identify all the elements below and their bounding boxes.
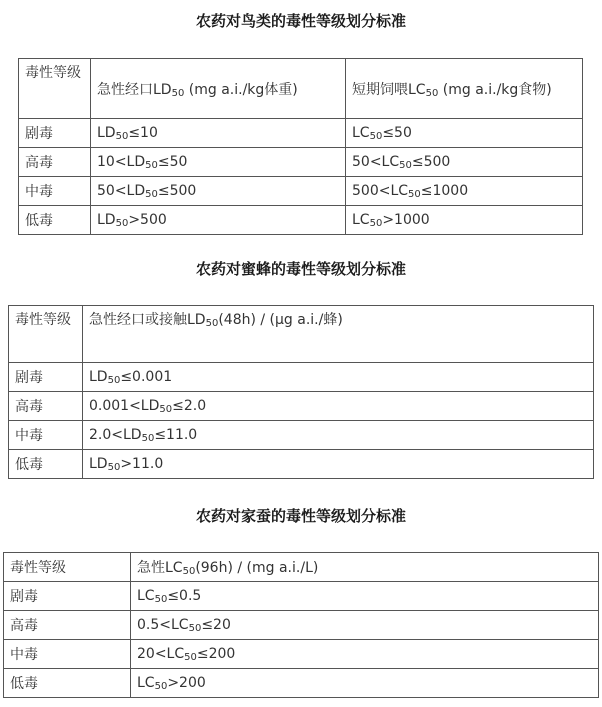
ld50-cell: $LD_{50}\le 0.001$ [83, 363, 594, 392]
silkworm-table-title: 农药对家蚕的毒性等级划分标准 [195, 507, 406, 525]
grade-cell: 中毒 [19, 177, 91, 206]
grade-cell: 低毒 [19, 206, 91, 235]
lc50-cell: $LC_{50}\le 50$ [346, 119, 583, 148]
ld50-cell: $2.0<LD_{50}\le 11.0$ [83, 421, 594, 450]
table-row [19, 206, 583, 235]
silkworm-toxicity-table [3, 552, 599, 698]
lc50-cell: $20<LC_{50}\le 200$ [131, 640, 599, 669]
table-header-row [9, 306, 594, 363]
lc50-cell: $LC_{50}>1000$ [346, 206, 583, 235]
grade-cell: 高毒 [9, 392, 83, 421]
bees-table-title: 农药对蜜蜂的毒性等级划分标准 [195, 260, 406, 278]
ld50-cell: $LD_{50}>500$ [91, 206, 346, 235]
ld50-cell: $10<LD_{50}\le 50$ [91, 148, 346, 177]
grade-cell: 高毒 [4, 611, 131, 640]
table-row [4, 611, 599, 640]
grade-cell: 中毒 [9, 421, 83, 450]
header-short-term-feeding-lc50: 短期饲喂$LC_{50}$ (mg a.i./kg食物) [346, 59, 583, 119]
ld50-cell: $LD_{50}>11.0$ [83, 450, 594, 479]
grade-cell: 低毒 [9, 450, 83, 479]
table-header-row [19, 59, 583, 119]
table-row [19, 119, 583, 148]
header-grade: 毒性等级 [19, 59, 91, 119]
ld50-cell: $LD_{50}\le 10$ [91, 119, 346, 148]
lc50-cell: $LC_{50}>200$ [131, 669, 599, 698]
header-acute-oral-ld50: 急性经口$LD_{50}$ (mg a.i./kg体重) [91, 59, 346, 119]
birds-toxicity-table [18, 58, 583, 235]
ld50-cell: $50<LD_{50}\le 500$ [91, 177, 346, 206]
grade-cell: 中毒 [4, 640, 131, 669]
header-grade: 毒性等级 [4, 553, 131, 582]
lc50-cell: $50<LC_{50}\le 500$ [346, 148, 583, 177]
table-row [4, 669, 599, 698]
grade-cell: 剧毒 [19, 119, 91, 148]
bees-toxicity-table [8, 305, 594, 479]
lc50-cell: $LC_{50}\le 0.5$ [131, 582, 599, 611]
table-row [19, 177, 583, 206]
table-row [9, 450, 594, 479]
birds-table-title: 农药对鸟类的毒性等级划分标准 [195, 12, 406, 30]
header-grade: 毒性等级 [9, 306, 83, 363]
table-row [9, 421, 594, 450]
header-acute-oral-contact-ld50: 急性经口或接触$LD_{50}(48h) / (\mu g$ a.i./蜂) [83, 306, 594, 363]
table-header-row [4, 553, 599, 582]
header-acute-lc50: 急性$LC_{50}(96h) / (mg$ a.i./L) [131, 553, 599, 582]
table-row [4, 582, 599, 611]
table-row [19, 148, 583, 177]
grade-cell: 剧毒 [4, 582, 131, 611]
lc50-cell: $500<LC_{50}\le 1000$ [346, 177, 583, 206]
grade-cell: 高毒 [19, 148, 91, 177]
lc50-cell: $0.5<LC_{50}\le 20$ [131, 611, 599, 640]
grade-cell: 剧毒 [9, 363, 83, 392]
grade-cell: 低毒 [4, 669, 131, 698]
table-row [9, 392, 594, 421]
table-row [4, 640, 599, 669]
table-row [9, 363, 594, 392]
ld50-cell: $0.001<LD_{50}\le 2.0$ [83, 392, 594, 421]
